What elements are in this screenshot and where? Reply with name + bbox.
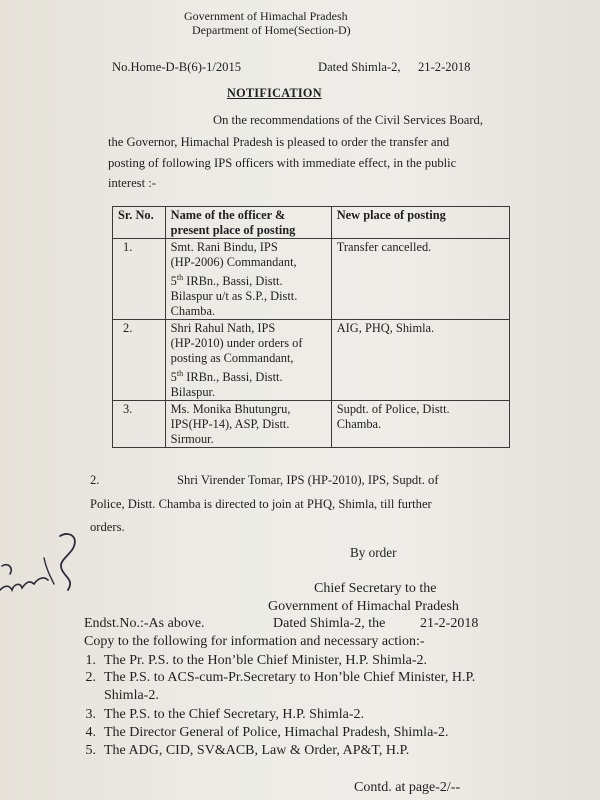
copy-item-text: The P.S. to ACS-cum-Pr.Secretary to Hon’ble Chief Minister, H.P. — [104, 670, 476, 685]
posting-line: AIG, PHQ, Shimla. — [336, 321, 435, 336]
intro-line-3: posting of following IPS officers with immediate effect, in the public — [108, 156, 457, 170]
para2-line-2: Police, Distt. Chamba is directed to join at PHQ, Shimla, till further — [90, 497, 432, 511]
para2-line-3: orders. — [90, 520, 125, 534]
copy-item-number: 1. — [85, 653, 96, 668]
endst-dated-label: Dated Shimla-2, the — [273, 616, 386, 631]
copy-item-text: The ADG, CID, SV&ACB, Law & Order, AP&T, H.P. — [104, 743, 410, 758]
para2-line-1: Shri Virender Tomar, IPS (HP-2010), IPS, Supdt. of — [177, 473, 439, 487]
officer-line: Bilaspur. — [170, 385, 216, 400]
header-sr-no: Sr. No. — [113, 207, 166, 239]
officer-line: Bilaspur u/t as S.P., Distt. — [170, 289, 298, 304]
intro-line-4: interest :- — [108, 176, 156, 190]
intro-line-2: the Governor, Himachal Pradesh is pleased to order the transfer and — [108, 135, 450, 149]
officer-line: 5th IRBn., Bassi, Distt. — [170, 369, 283, 385]
endst-date: 21-2-2018 — [420, 616, 479, 631]
copy-item-text: Shimla-2. — [104, 688, 159, 703]
dated-label: Dated Shimla-2, — [318, 60, 401, 74]
copy-item-number: 5. — [85, 743, 96, 758]
officer-line: (HP-2010) under orders of — [170, 336, 303, 351]
row-new-posting — [331, 239, 509, 320]
intro-line-1: On the recommendations of the Civil Services Board, — [213, 113, 484, 127]
officer-line: Smt. Rani Bindu, IPS — [170, 240, 278, 254]
para2-number: 2. — [90, 473, 100, 487]
officer-line: Sirmour. — [170, 432, 214, 447]
row-officer — [165, 320, 331, 401]
posting-line: Supdt. of Police, Distt. — [336, 402, 450, 417]
header-officer: Name of the officer & present place of posting — [165, 207, 331, 239]
officer-line: posting as Commandant, — [170, 351, 294, 366]
table-header-row — [113, 207, 510, 239]
copy-item-text: The P.S. to the Chief Secretary, H.P. Shimla-2. — [104, 707, 365, 722]
header-new-posting: New place of posting — [331, 207, 509, 239]
government-heading: Government of Himachal Pradesh — [184, 9, 348, 23]
copy-item-number: 4. — [85, 725, 96, 740]
by-order: By order — [350, 545, 397, 560]
row-new-posting — [331, 401, 509, 448]
table-row — [113, 320, 510, 401]
signatory-line-1: Chief Secretary to the — [314, 581, 437, 596]
notification-title: NOTIFICATION — [227, 86, 322, 100]
copy-item-text: The Pr. P.S. to the Hon’ble Chief Minister, H.P. Shimla-2. — [104, 653, 427, 668]
officer-line: 5th IRBn., Bassi, Distt. — [170, 273, 283, 289]
signatory-line-2: Government of Himachal Pradesh — [268, 599, 459, 614]
row-officer — [165, 239, 331, 320]
handwritten-initials — [0, 528, 90, 638]
copy-item-number: 2. — [85, 670, 96, 685]
officer-line: (HP-2006) Commandant, — [170, 255, 297, 269]
endst-number: Endst.No.:-As above. — [84, 616, 205, 631]
row-sr-no: 2. — [113, 320, 166, 401]
officer-line: IPS(HP-14), ASP, Distt. — [170, 417, 290, 432]
department-heading: Department of Home(Section-D) — [192, 23, 351, 37]
officer-line: Chamba. — [170, 304, 216, 319]
continued-footer: Contd. at page-2/-- — [354, 780, 461, 795]
table-row — [113, 239, 510, 320]
officer-line: Ms. Monika Bhutungru, — [170, 402, 291, 417]
copy-item-number: 3. — [85, 707, 96, 722]
row-officer — [165, 401, 331, 448]
posting-line: Chamba. — [336, 417, 382, 432]
row-new-posting — [331, 320, 509, 401]
copy-item-text: The Director General of Police, Himachal Pradesh, Shimla-2. — [104, 725, 449, 740]
row-sr-no: 3. — [113, 401, 166, 448]
officer-line: Shri Rahul Nath, IPS — [170, 321, 276, 336]
postings-table — [112, 206, 510, 448]
file-number: No.Home-D-B(6)-1/2015 — [112, 60, 242, 74]
copy-to-line: Copy to the following for information and necessary action:- — [84, 634, 425, 649]
issue-date: 21-2-2018 — [418, 60, 471, 74]
posting-line: Transfer cancelled. — [336, 240, 432, 254]
row-sr-no: 1. — [113, 239, 166, 320]
table-row — [113, 401, 510, 448]
